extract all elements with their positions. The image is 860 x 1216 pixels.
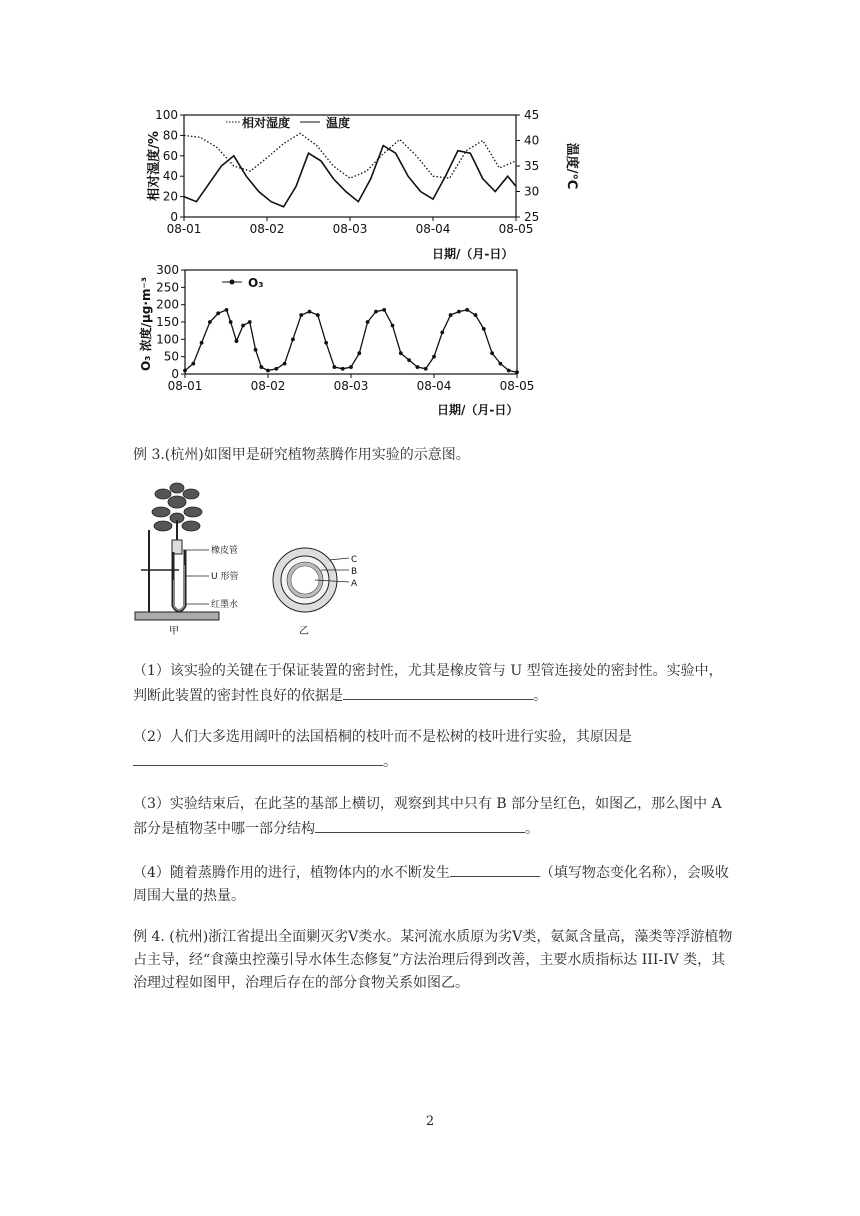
chart1-ytick-left-label: 40 (162, 169, 178, 184)
chart1-legend-humidity: 相对湿度 (242, 116, 291, 130)
o3-data-point (225, 308, 229, 312)
label-yi: 乙 (299, 626, 309, 637)
o3-data-point (241, 324, 245, 328)
o3-data-point (507, 369, 511, 373)
label-b: B (351, 567, 358, 577)
chart1-legend (226, 115, 350, 130)
o3-data-point (191, 362, 195, 366)
chart1-ytick-left-label: 0 (170, 210, 178, 224)
chart2-xlabel: 日期/（月-日） (437, 403, 519, 417)
temperature-series-line (184, 146, 516, 207)
chart2-ytick-label: 100 (156, 332, 179, 347)
o3-data-point (416, 365, 420, 369)
o3-data-point (183, 369, 187, 373)
chart1-ytick-right-label: 45 (524, 108, 540, 122)
answer-blank-4[interactable] (450, 860, 540, 877)
label-red-ink: 红墨水 (211, 600, 239, 610)
chart1-ytick-left-label: 60 (162, 148, 178, 163)
chart2-ytick-label: 200 (156, 297, 179, 312)
label-u-tube: U 形管 (211, 572, 239, 582)
o3-data-point (283, 362, 287, 366)
label-a: A (351, 579, 358, 589)
o3-data-point (449, 313, 453, 317)
page-number: 2 (425, 1114, 435, 1129)
o3-data-point (341, 367, 345, 371)
chart1-ytick-left-label: 100 (155, 108, 178, 122)
chart2-ylabel: O₃ 浓度/μg·m⁻³ (139, 276, 153, 372)
answer-blank-3[interactable] (315, 816, 525, 833)
chart1-ytick-left-label: 80 (162, 128, 178, 143)
o3-data-point (382, 308, 386, 312)
label-c: C (351, 555, 358, 565)
chart2-legend (222, 276, 263, 290)
chart1-xtick-label: 08-04 (415, 222, 451, 236)
chart1-ylabel-right: 温度/℃ (564, 142, 579, 190)
ozone-chart (130, 262, 610, 422)
chart1-ytick-right-label: 35 (524, 159, 540, 173)
o3-data-point (515, 370, 519, 374)
chart2-xtick-label: 08-03 (333, 379, 369, 393)
o3-data-point (333, 365, 337, 369)
chart2-ytick-label: 150 (156, 315, 179, 329)
o3-data-point (474, 313, 478, 317)
chart1-legend-temperature: 温度 (326, 116, 351, 130)
o3-data-point (259, 365, 263, 369)
o3-data-point (200, 341, 204, 345)
o3-data-point (424, 367, 428, 371)
chart2-ytick-label: 300 (156, 263, 179, 277)
chart2-xtick-label: 08-05 (499, 379, 535, 393)
chart1-xlabel: 日期/（月-日） (432, 247, 514, 261)
o3-data-point (482, 327, 486, 331)
chart2-legend-o3: O₃ (248, 276, 264, 290)
question-2: （2）人们大多选用阔叶的法国梧桐的枝叶而不是松树的枝叶进行实验，其原因是 。 (133, 729, 632, 770)
o3-data-point (391, 324, 395, 328)
o3-data-point (299, 313, 303, 317)
o3-data-point (349, 365, 353, 369)
o3-data-point (440, 331, 444, 335)
chart1-xtick-label: 08-03 (332, 222, 368, 236)
o3-data-point (308, 310, 312, 314)
answer-blank-1[interactable] (343, 683, 533, 700)
o3-data-point (490, 351, 494, 355)
answer-blank-2[interactable] (133, 749, 383, 766)
chart2-ytick-label: 50 (163, 349, 179, 364)
o3-data-point (316, 313, 320, 317)
o3-data-point (216, 311, 220, 315)
chart1-ytick-right-label: 30 (524, 184, 540, 199)
o3-data-point (235, 339, 239, 343)
o3-data-point (324, 341, 328, 345)
transpiration-apparatus-figure (133, 480, 383, 640)
chart1-xtick-label: 08-05 (498, 222, 534, 236)
o3-data-point (499, 362, 503, 366)
o3-data-point (399, 351, 403, 355)
o3-data-point (208, 320, 212, 324)
chart2-ytick-label: 250 (156, 280, 179, 295)
chart1-ytick-right-label: 25 (524, 210, 540, 224)
chart1-ylabel-left: 相对湿度/% (147, 131, 162, 201)
question-4: （4）随着蒸腾作用的进行，植物体内的水不断发生 （填写物态变化名称），会吸收周围大量的热量。 (133, 860, 733, 908)
o3-data-point (266, 369, 270, 373)
o3-data-point (274, 367, 278, 371)
o3-data-point (374, 310, 378, 314)
chart1-ytick-left-label: 20 (162, 189, 178, 204)
example3-title: 例 3.(杭州)如图甲是研究植物蒸腾作用实验的示意图。 (133, 447, 470, 463)
o3-data-point (457, 310, 461, 314)
stem-cross-section (273, 548, 337, 612)
o3-data-point (248, 320, 252, 324)
stand-base (135, 612, 219, 620)
label-rubber-tube: 橡皮管 (211, 546, 239, 556)
o3-data-point (407, 358, 411, 362)
o3-data-point (254, 348, 258, 352)
chart2-xtick-label: 08-01 (167, 379, 203, 393)
chart2-plot-frame (185, 270, 517, 374)
o3-data-point (432, 355, 436, 359)
chart2-xtick-label: 08-04 (416, 379, 452, 393)
example4-text: 例 4. (杭州)浙江省提出全面剿灭劣Ⅴ类水。某河流水质原为劣Ⅴ类，氨氮含量高，藻类等浮游植物占主导，经“食藻虫控藻引导水体生态修复”方法治理后得到改善，主要水质指标达 III-IV 类，其治理过程如图甲，治理后存在的部分食物关系如图乙。 (133, 929, 733, 991)
question-3: （3）实验结束后，在此茎的基部上横切，观察到其中只有 B 部分呈红色，如图乙，那么图中 A 部分是植物茎中哪一部分结构 。 (133, 796, 722, 837)
chart1-ytick-right-label: 40 (524, 133, 540, 148)
chart1-xtick-label: 08-02 (249, 222, 285, 236)
chart2-xtick-label: 08-02 (250, 379, 286, 393)
label-jia: 甲 (169, 626, 179, 637)
rubber-tube-shape (172, 540, 182, 554)
question-1: （1）该实验的关键在于保证装置的密封性，尤其是橡皮管与 U 型管连接处的密封性。实验中，判断此装置的密封性良好的依据是 。 (133, 663, 723, 704)
chart1-xtick-label: 08-01 (166, 222, 202, 236)
o3-data-point (229, 320, 233, 324)
chart2-ytick-label: 0 (171, 367, 179, 381)
o3-data-point (366, 320, 370, 324)
o3-data-point (357, 351, 361, 355)
humidity-temperature-chart (130, 100, 610, 265)
o3-data-point (291, 337, 295, 341)
o3-data-point (465, 308, 469, 312)
